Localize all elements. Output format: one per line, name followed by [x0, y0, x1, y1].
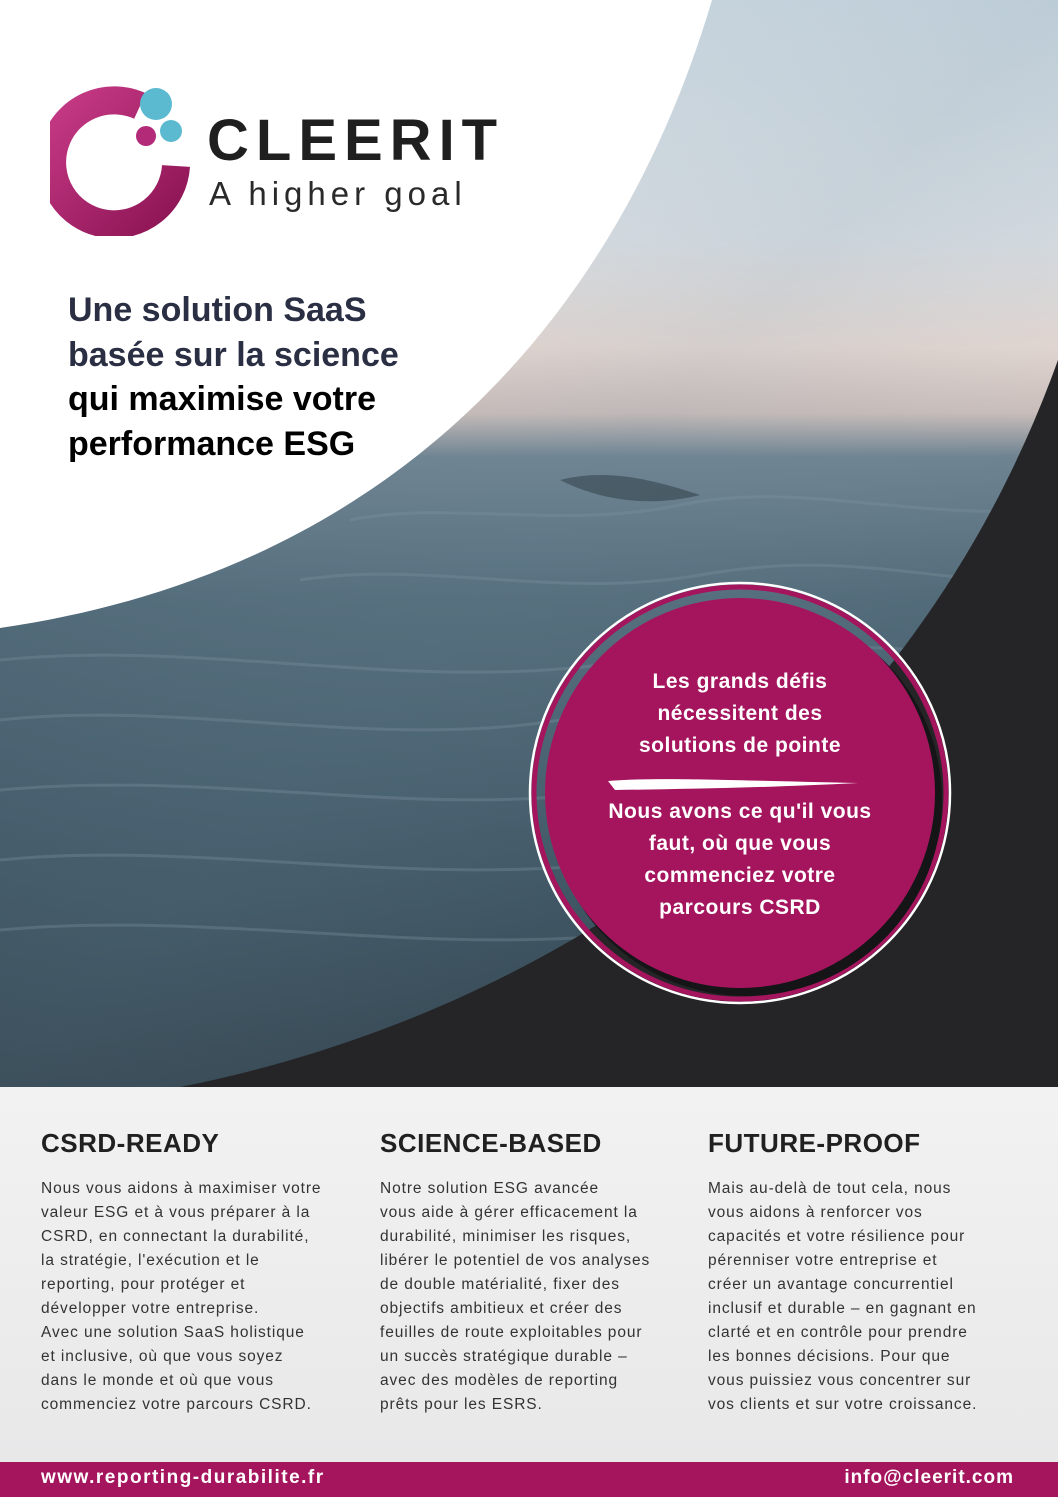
feature-line: les bonnes décisions. Pour que: [708, 1348, 951, 1365]
website-link[interactable]: www.reporting-durabilite.fr: [41, 1467, 325, 1488]
circle-top-line: nécessitent des: [657, 702, 823, 725]
feature-line: dans le monde et où que vous: [41, 1372, 274, 1389]
feature-line: la stratégie, l'exécution et le: [41, 1252, 260, 1269]
feature-title: SCIENCE-BASED: [380, 1128, 602, 1158]
footer-bar: [0, 1462, 1058, 1497]
headline: [68, 288, 498, 466]
feature-line: feuilles de route exploitables pour: [380, 1324, 643, 1341]
feature-line: clarté et en contrôle pour prendre: [708, 1324, 968, 1341]
headline-line: qui maximise votre: [68, 380, 377, 418]
feature-line: libérer le potentiel de vos analyses: [380, 1252, 651, 1269]
feature-title: CSRD-READY: [41, 1128, 220, 1158]
feature-line: capacités et votre résilience pour: [708, 1228, 966, 1245]
feature-line: commenciez votre parcours CSRD.: [41, 1396, 312, 1413]
feature-text: [41, 1177, 361, 1417]
feature-line: vous aide à gérer efficacement la: [380, 1204, 638, 1221]
circle-top-line: Les grands défis: [652, 670, 828, 693]
feature-line: inclusif et durable – en gagnant en: [708, 1300, 977, 1317]
brand-tagline: A higher goal: [209, 175, 467, 212]
circle-spacer: [585, 762, 895, 796]
brand-name: CLEERIT: [207, 108, 505, 173]
feature-line: un succès stratégique durable –: [380, 1348, 628, 1365]
feature-title: FUTURE-PROOF: [708, 1128, 921, 1158]
headline-line: Une solution SaaS: [68, 291, 367, 329]
feature-line: pérenniser votre entreprise et: [708, 1252, 938, 1269]
features-section: [0, 1087, 1058, 1462]
feature-line: créer un avantage concurrentiel: [708, 1276, 954, 1293]
feature-line: Notre solution ESG avancée: [380, 1180, 599, 1197]
headline-line: basée sur la science: [68, 335, 399, 374]
feature-line: reporting, pour protéger et: [41, 1276, 246, 1293]
feature-line: vos clients et sur votre croissance.: [708, 1396, 978, 1413]
circle-bottom-line: Nous avons ce qu'il vous: [608, 800, 872, 823]
feature-line: développer votre entreprise.: [41, 1300, 260, 1317]
feature-line: prêts pour les ESRS.: [380, 1396, 543, 1413]
headline-line: performance ESG: [68, 424, 356, 463]
feature-line: et inclusive, où que vous soyez: [41, 1348, 284, 1365]
feature-line: Mais au-delà de tout cela, nous: [708, 1180, 952, 1197]
feature-science-based: [380, 1127, 690, 1417]
feature-line: durabilité, minimiser les risques,: [380, 1228, 632, 1245]
feature-csrd-ready: [41, 1127, 361, 1417]
feature-line: valeur ESG et à vous préparer à la: [41, 1204, 311, 1221]
feature-line: CSRD, en connectant la durabilité,: [41, 1228, 310, 1245]
email-link[interactable]: info@cleerit.com: [844, 1467, 1014, 1488]
feature-text: [380, 1177, 690, 1417]
circle-message: [585, 666, 895, 924]
circle-bottom-line: parcours CSRD: [659, 896, 821, 919]
feature-line: Avec une solution SaaS holistique: [41, 1324, 305, 1341]
feature-line: avec des modèles de reporting: [380, 1372, 619, 1389]
circle-top-line: solutions de pointe: [639, 734, 841, 757]
circle-bottom-line: faut, où que vous: [648, 832, 832, 855]
feature-future-proof: [708, 1127, 1028, 1417]
feature-line: vous puissiez vous concentrer sur: [708, 1372, 972, 1389]
circle-bottom-line: commenciez votre: [644, 864, 836, 887]
feature-line: de double matérialité, fixer des: [380, 1276, 620, 1293]
feature-line: Nous vous aidons à maximiser votre: [41, 1180, 322, 1197]
feature-text: [708, 1177, 1028, 1417]
feature-line: vous aidons à renforcer vos: [708, 1204, 923, 1221]
feature-line: objectifs ambitieux et créer des: [380, 1300, 623, 1317]
